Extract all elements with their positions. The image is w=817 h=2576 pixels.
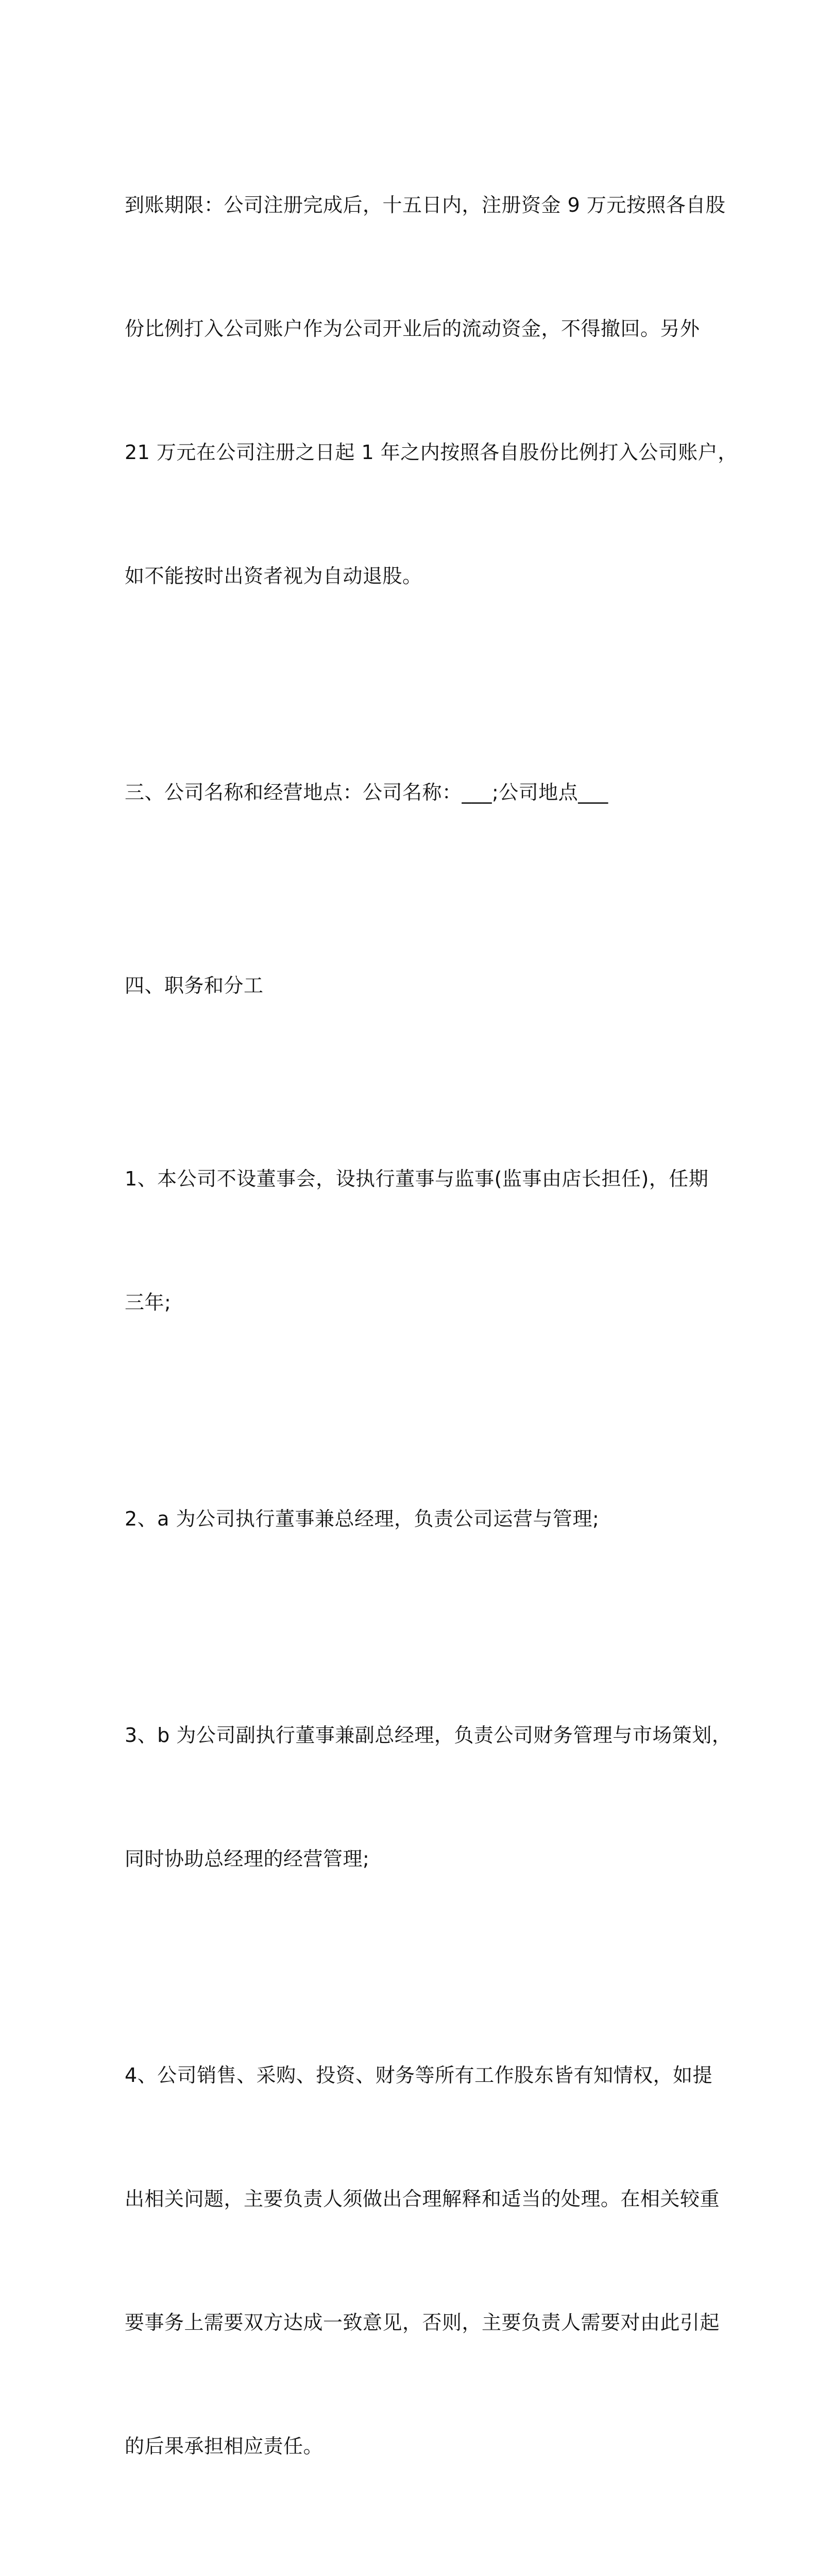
text-line: 4、公司销售、采购、投资、财务等所有工作股东皆有知情权，如提	[125, 2064, 713, 2087]
text-line: 2、a 为公司执行董事兼总经理，负责公司运营与管理;	[125, 1507, 600, 1530]
text-line: 四、职务和分工	[125, 974, 264, 997]
clause-1-board	[125, 1076, 709, 1405]
clause-2-manager-a	[125, 1416, 696, 1622]
section-heading-investor-rights	[125, 2560, 696, 2576]
text-line: 到账期限：公司注册完成后，十五日内，注册资金 9 万元按照各自股	[125, 194, 726, 216]
text-line: 同时协助总经理的经营管理;	[125, 1848, 370, 1870]
text-line: 要事务上需要双方达成一致意见，否则，主要负责人需要对由此引起	[125, 2311, 720, 2334]
text-line: 1、本公司不设董事会，设执行董事与监事(监事由店长担任)，任期	[125, 1167, 709, 1190]
text-line: 21 万元在公司注册之日起 1 年之内按照各自股份比例打入公司账户，	[125, 441, 738, 464]
section-heading-duties	[125, 906, 696, 1065]
section-heading-company-name-location	[125, 689, 696, 895]
text-line: 三、公司名称和经营地点：公司名称：___;公司地点___	[125, 781, 608, 804]
text-line: 出相关问题，主要负责人须做出合理解释和适当的处理。在相关较重	[125, 2188, 720, 2210]
text-line: 3、b 为公司副执行董事兼副总经理，负责公司财务管理与市场策划，	[125, 1724, 732, 1747]
text-line: 三年;	[125, 1291, 172, 1314]
clause-3-manager-b	[125, 1632, 732, 1962]
clause-4-right-to-know	[125, 1972, 720, 2549]
document-body	[125, 102, 738, 2576]
paragraph-payment-deadline	[125, 102, 738, 679]
text-line: 份比例打入公司账户作为公司开业后的流动资金，不得撤回。另外	[125, 317, 700, 340]
text-line: 的后果承担相应责任。	[125, 2435, 324, 2458]
text-line: 如不能按时出资者视为自动退股。	[125, 565, 422, 587]
